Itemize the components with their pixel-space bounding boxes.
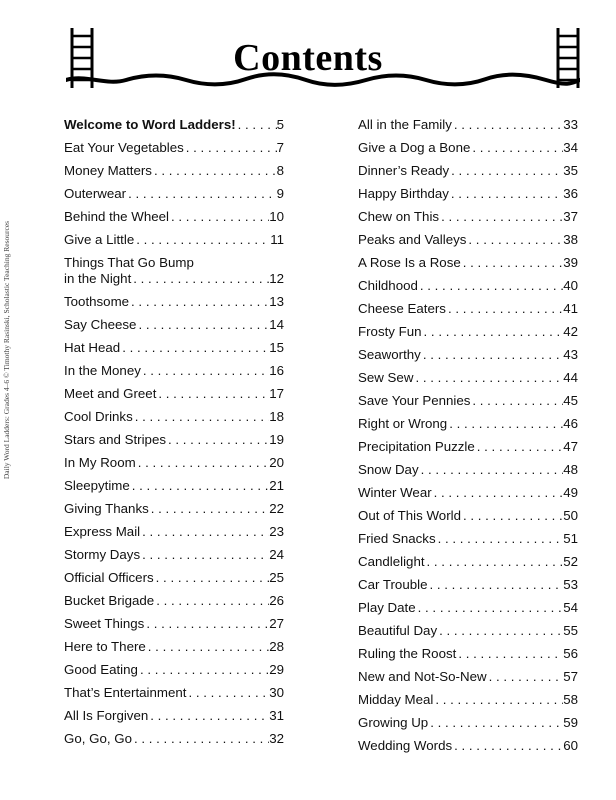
toc-entry-title: Out of This World [358, 508, 461, 523]
toc-entry [64, 616, 284, 632]
toc-entry-title: Play Date [358, 600, 416, 615]
toc-entry-page: 31 [269, 708, 284, 723]
toc-entry-page: 50 [563, 508, 578, 523]
toc-entry-title: All Is Forgiven [64, 708, 149, 723]
leader-dots [437, 623, 563, 639]
toc-entry [64, 340, 284, 356]
toc-entry [64, 547, 284, 563]
toc-entry [64, 455, 284, 471]
toc-entry [64, 117, 284, 133]
leader-dots [186, 685, 269, 701]
toc-entry [358, 140, 578, 156]
toc-entry-page: 30 [269, 685, 284, 700]
leader-dots [152, 163, 277, 179]
toc-entry [64, 294, 284, 310]
toc-entry-title: Happy Birthday [358, 186, 449, 201]
leader-dots [436, 531, 564, 547]
toc-entry [358, 186, 578, 202]
toc-entry [358, 439, 578, 455]
toc-entry [64, 708, 284, 724]
toc-entry-title: Sew Sew [358, 370, 414, 385]
toc-entry [64, 570, 284, 586]
toc-entry-page: 46 [563, 416, 578, 431]
toc-entry [358, 163, 578, 179]
toc-entry-page: 41 [563, 301, 578, 316]
toc-entry-title: All in the Family [358, 117, 452, 132]
leader-dots [439, 209, 563, 225]
toc-entry [358, 462, 578, 478]
toc-entry-title: Seaworthy [358, 347, 421, 362]
leader-dots [487, 669, 564, 685]
leader-dots [413, 370, 563, 386]
toc-entry-page: 13 [269, 294, 284, 309]
toc-entry-title: Hat Head [64, 340, 121, 355]
leader-dots [130, 478, 269, 494]
toc-entry-page: 9 [276, 186, 284, 201]
toc-entry-line2 [64, 271, 284, 287]
toc-entry-title: Cool Drinks [64, 409, 133, 424]
toc-entry-page: 44 [563, 370, 578, 385]
toc-entry-page: 36 [563, 186, 578, 201]
leader-dots [461, 255, 563, 271]
leader-dots [418, 278, 563, 294]
toc-entry [358, 278, 578, 294]
contents-right-column [358, 117, 578, 761]
toc-entry-page: 14 [269, 317, 284, 332]
toc-entry-page: 26 [269, 593, 284, 608]
leader-dots [452, 117, 563, 133]
toc-entry [358, 669, 578, 685]
toc-entry [358, 508, 578, 524]
toc-entry [358, 255, 578, 271]
toc-entry-title: In the Money [64, 363, 141, 378]
toc-entry-page: 54 [563, 600, 578, 615]
toc-entry [64, 478, 284, 494]
leader-dots [140, 524, 269, 540]
toc-entry [64, 163, 284, 179]
leader-dots [149, 501, 269, 517]
toc-entry-page: 52 [563, 554, 578, 569]
toc-entry-page: 48 [563, 462, 578, 477]
leader-dots [422, 324, 564, 340]
toc-entry [64, 209, 284, 225]
leader-dots [475, 439, 563, 455]
leader-dots [432, 485, 564, 501]
toc-entry [358, 692, 578, 708]
toc-entry-page: 60 [563, 738, 578, 753]
toc-entry-title: Toothsome [64, 294, 130, 309]
toc-entry-page: 18 [269, 409, 284, 424]
toc-entry [358, 531, 578, 547]
leader-dots [146, 639, 269, 655]
toc-entry-page: 53 [563, 577, 578, 592]
toc-entry-page: 17 [269, 386, 284, 401]
leader-dots [466, 232, 563, 248]
leader-dots [144, 616, 269, 632]
toc-entry-title: Meet and Greet [64, 386, 157, 401]
toc-entry-title: Snow Day [358, 462, 419, 477]
toc-entry-title: Save Your Pennies [358, 393, 471, 408]
toc-entry-title: Outerwear [64, 186, 127, 201]
toc-entry-page: 27 [269, 616, 284, 631]
toc-entry-title: Here to There [64, 639, 146, 654]
toc-entry-title: Behind the Wheel [64, 209, 169, 224]
leader-dots [419, 462, 564, 478]
toc-entry-page: 10 [269, 209, 284, 224]
toc-entry [358, 232, 578, 248]
toc-entry [64, 432, 284, 448]
toc-entry [358, 554, 578, 570]
toc-entry-title: Stormy Days [64, 547, 141, 562]
toc-entry [358, 117, 578, 133]
toc-entry-page: 37 [563, 209, 578, 224]
leader-dots [449, 163, 563, 179]
toc-entry-title: Giving Thanks [64, 501, 149, 516]
leader-dots [129, 294, 269, 310]
toc-entry-title: Express Mail [64, 524, 141, 539]
toc-entry-title: Stars and Stripes [64, 432, 166, 447]
toc-entry [64, 363, 284, 379]
leader-dots [446, 301, 563, 317]
toc-entry-title: Bucket Brigade [64, 593, 155, 608]
toc-entry-title: Go, Go, Go [64, 731, 132, 746]
leader-dots [447, 416, 563, 432]
toc-entry-title: Say Cheese [64, 317, 137, 332]
leader-dots [154, 593, 269, 609]
toc-entry [358, 738, 578, 754]
leader-dots [136, 317, 269, 333]
toc-entry-title: Good Eating [64, 662, 138, 677]
toc-entry-title: Welcome to Word Ladders! [64, 117, 236, 132]
toc-entry-page: 29 [269, 662, 284, 677]
toc-entry-title: Midday Meal [358, 692, 434, 707]
toc-entry-title: Winter Wear [358, 485, 432, 500]
toc-entry-page: 21 [269, 478, 284, 493]
toc-entry [358, 600, 578, 616]
toc-entry-page: 16 [269, 363, 284, 378]
toc-entry [358, 646, 578, 662]
toc-entry-page: 43 [563, 347, 578, 362]
toc-entry-title: Right or Wrong [358, 416, 448, 431]
toc-entry [64, 255, 284, 287]
toc-entry-title: Chew on This [358, 209, 440, 224]
toc-entry-title: Growing Up [358, 715, 429, 730]
toc-entry-page: 12 [269, 271, 284, 286]
toc-entry-page: 24 [269, 547, 284, 562]
toc-entry [358, 485, 578, 501]
toc-entry-title-line1: Things That Go Bump [64, 255, 194, 270]
leader-dots [456, 646, 563, 662]
toc-entry-title: Fried Snacks [358, 531, 436, 546]
leader-dots [148, 708, 269, 724]
toc-entry [358, 209, 578, 225]
toc-entry-title: Peaks and Valleys [358, 232, 467, 247]
leader-dots [136, 455, 270, 471]
toc-entry-title: Sleepytime [64, 478, 130, 493]
toc-entry-page: 56 [563, 646, 578, 661]
toc-entry-page: 38 [563, 232, 578, 247]
toc-entry-title: Beautiful Day [358, 623, 438, 638]
toc-entry-title: Ruling the Roost [358, 646, 457, 661]
toc-entry [64, 593, 284, 609]
leader-dots [470, 393, 563, 409]
toc-entry [64, 386, 284, 402]
leader-dots [184, 140, 277, 156]
leader-dots [126, 186, 277, 202]
leader-dots [169, 209, 269, 225]
leader-dots [140, 547, 269, 563]
toc-entry-page: 40 [563, 278, 578, 293]
toc-entry-title: Give a Dog a Bone [358, 140, 471, 155]
toc-entry-page: 11 [270, 232, 284, 247]
toc-entry [358, 393, 578, 409]
leader-dots [428, 715, 563, 731]
toc-entry-page: 25 [269, 570, 284, 585]
toc-entry [64, 731, 284, 747]
leader-dots [133, 409, 269, 425]
toc-entry-page: 42 [563, 324, 578, 339]
toc-entry-page: 35 [563, 163, 578, 178]
toc-entry-page: 7 [276, 140, 284, 155]
leader-dots [120, 340, 269, 356]
toc-entry [358, 416, 578, 432]
toc-entry [64, 639, 284, 655]
leader-dots [452, 738, 563, 754]
side-credit: Daily Word Ladders: Grades 4–6 © Timothy Rasinski, Scholastic Teaching Resources [2, 220, 11, 480]
toc-entry-page: 28 [269, 639, 284, 654]
toc-entry [358, 324, 578, 340]
leader-dots [416, 600, 564, 616]
toc-entry-title: in the Night [64, 271, 132, 286]
leader-dots [131, 271, 269, 287]
toc-entry-page: 57 [563, 669, 578, 684]
toc-entry-page: 55 [563, 623, 578, 638]
toc-entry [64, 140, 284, 156]
leader-dots [132, 731, 269, 747]
toc-entry-page: 39 [563, 255, 578, 270]
leader-dots [166, 432, 269, 448]
toc-entry-page: 34 [563, 140, 578, 155]
toc-entry-title: Candlelight [358, 554, 425, 569]
toc-entry-page: 5 [276, 117, 284, 132]
toc-entry-page: 15 [269, 340, 284, 355]
toc-entry-page: 32 [269, 731, 284, 746]
toc-entry-title: Frosty Fun [358, 324, 422, 339]
toc-entry-title: That’s Entertainment [64, 685, 187, 700]
page-title: Contents [233, 37, 383, 79]
toc-entry-page: 19 [269, 432, 284, 447]
toc-entry-page: 47 [563, 439, 578, 454]
toc-entry [64, 409, 284, 425]
toc-entry-page: 49 [563, 485, 578, 500]
toc-entry [64, 186, 284, 202]
toc-entry-page: 51 [563, 531, 578, 546]
toc-entry-title: Cheese Eaters [358, 301, 446, 316]
toc-entry-title: In My Room [64, 455, 136, 470]
toc-entry-title: New and Not-So-New [358, 669, 487, 684]
toc-entry [358, 715, 578, 731]
contents-left-column [64, 117, 284, 754]
toc-entry-title: Eat Your Vegetables [64, 140, 184, 155]
toc-entry-title: Official Officers [64, 570, 154, 585]
leader-dots [154, 570, 270, 586]
toc-entry-page: 45 [563, 393, 578, 408]
leader-dots [433, 692, 563, 708]
toc-entry-page: 59 [563, 715, 578, 730]
leader-dots [470, 140, 563, 156]
toc-entry-page: 33 [563, 117, 578, 132]
toc-entry-title: Wedding Words [358, 738, 453, 753]
toc-entry [358, 577, 578, 593]
leader-dots [138, 662, 269, 678]
toc-entry [358, 347, 578, 363]
leader-dots [427, 577, 563, 593]
toc-entry-page: 8 [276, 163, 284, 178]
toc-entry-page: 20 [269, 455, 284, 470]
toc-entry [64, 685, 284, 701]
toc-entry-title: Childhood [358, 278, 418, 293]
toc-entry-title: Precipitation Puzzle [358, 439, 475, 454]
toc-entry-page: 58 [563, 692, 578, 707]
toc-entry [358, 301, 578, 317]
toc-entry [358, 370, 578, 386]
toc-entry [64, 524, 284, 540]
leader-dots [425, 554, 564, 570]
toc-entry [64, 501, 284, 517]
wavy-divider [66, 70, 580, 88]
toc-entry-title: Money Matters [64, 163, 152, 178]
toc-entry [64, 232, 284, 248]
toc-entry [64, 317, 284, 333]
toc-entry-title: Sweet Things [64, 616, 145, 631]
leader-dots [134, 232, 270, 248]
toc-entry-title: A Rose Is a Rose [358, 255, 461, 270]
leader-dots [236, 117, 277, 133]
toc-entry-title: Dinner’s Ready [358, 163, 450, 178]
toc-entry-title: Give a Little [64, 232, 135, 247]
toc-entry [64, 662, 284, 678]
toc-entry-page: 22 [269, 501, 284, 516]
toc-entry-page: 23 [269, 524, 284, 539]
leader-dots [421, 347, 563, 363]
toc-entry [358, 623, 578, 639]
leader-dots [141, 363, 269, 379]
leader-dots [461, 508, 563, 524]
toc-entry-title: Car Trouble [358, 577, 428, 592]
leader-dots [156, 386, 269, 402]
leader-dots [449, 186, 563, 202]
